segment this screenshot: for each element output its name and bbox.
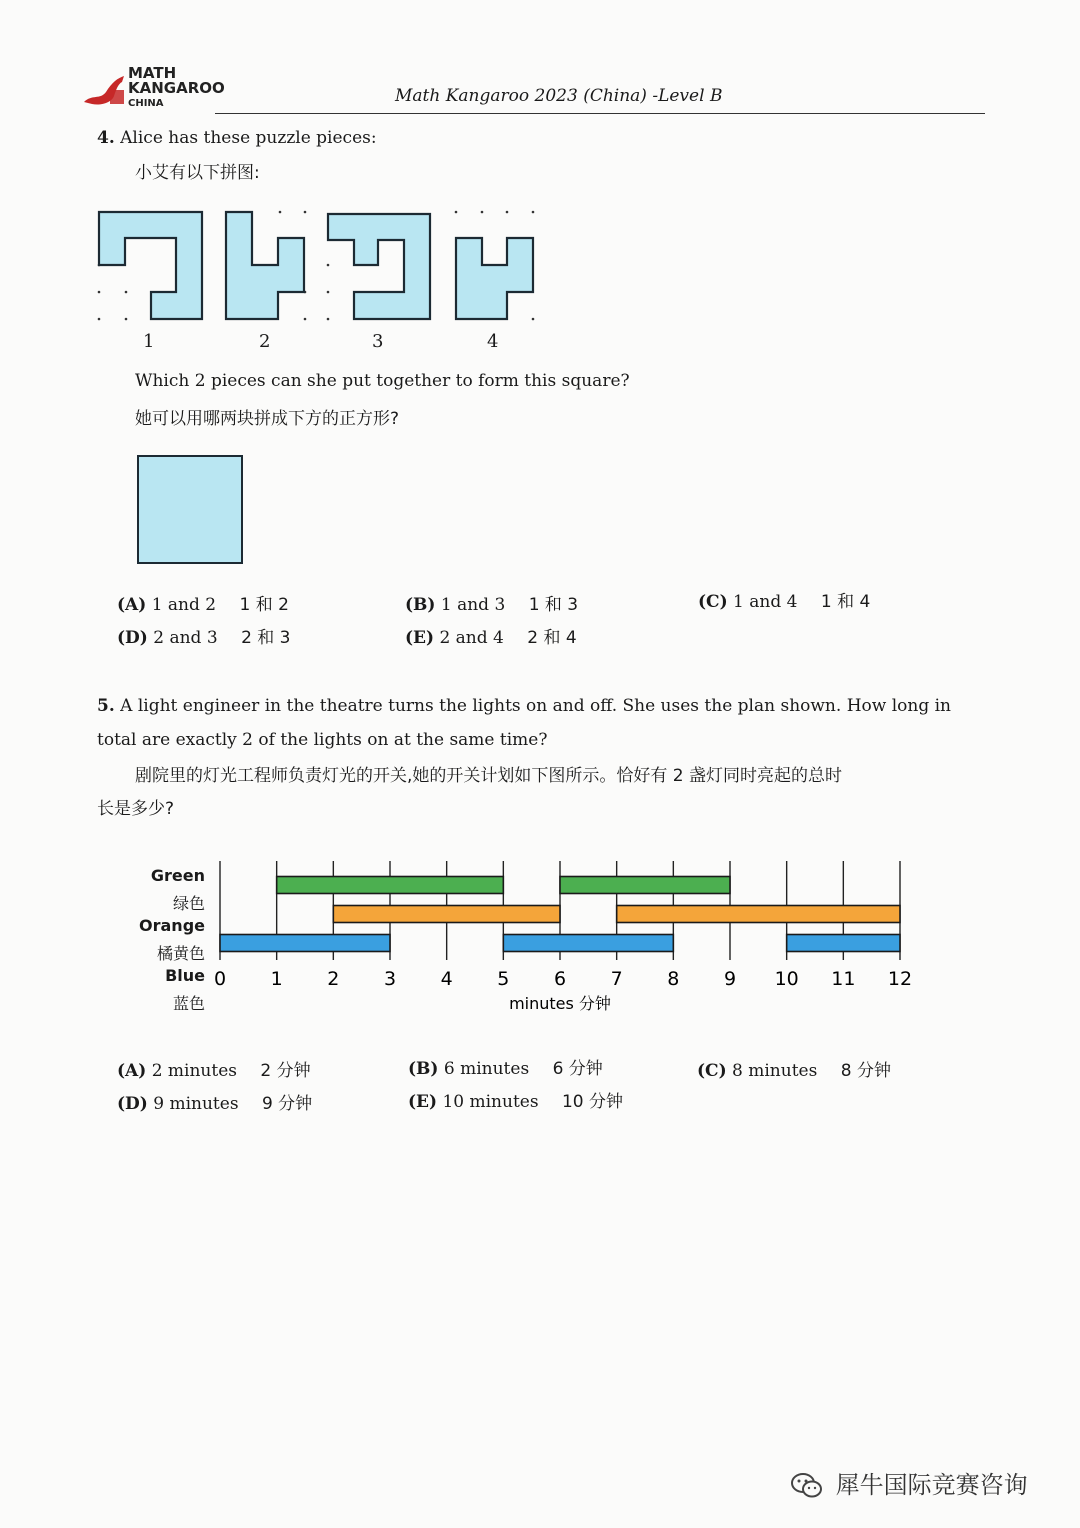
- q5-option-a[interactable]: [117, 1056, 311, 1081]
- page-header-title: Math Kangaroo 2023 (China) -Level B: [395, 86, 723, 106]
- q4-prompt-en: Alice has these puzzle pieces:: [120, 128, 377, 148]
- option-text-en: 1 and 4: [733, 592, 798, 612]
- legend-green-zh: 绿色: [172, 894, 205, 913]
- tick-label: 11: [831, 968, 856, 990]
- option-text-zh: 9 分钟: [261, 1094, 313, 1114]
- logo-line-math: MATH: [128, 64, 177, 82]
- option-letter: (A): [117, 1061, 147, 1081]
- option-letter: (D): [117, 1094, 148, 1114]
- option-text-en: 2 minutes: [151, 1061, 237, 1081]
- watermark: [790, 1465, 1028, 1500]
- q5-text-zh-2: 长是多少?: [97, 799, 175, 819]
- option-letter: (B): [405, 595, 436, 615]
- q5-option-b[interactable]: [408, 1054, 603, 1079]
- option-text-en: 6 minutes: [443, 1059, 530, 1079]
- tick-labels: [214, 968, 912, 990]
- bar-orange-7-12: [617, 906, 900, 923]
- option-text-zh: 6 分钟: [552, 1059, 603, 1079]
- tick-label: 9: [723, 968, 737, 990]
- option-text-en: 10 minutes: [442, 1092, 539, 1112]
- puzzle-piece-2: [226, 212, 304, 319]
- puzzle-piece-1: [99, 212, 202, 319]
- watermark-text: 犀牛国际竞赛咨询: [835, 1471, 1028, 1499]
- bar-blue-0-3: [220, 935, 390, 952]
- q4-option-a[interactable]: [117, 590, 289, 615]
- puzzle-piece-4: [456, 238, 533, 319]
- legend-green: Green: [150, 866, 205, 885]
- q5-text-en-1: A light engineer in the theatre turns the lights on and off. She uses the plan shown. How long in: [120, 696, 951, 716]
- tick-label: 3: [383, 968, 397, 990]
- puzzle-piece-3: [328, 214, 430, 319]
- bar-orange-2-6: [333, 906, 560, 923]
- bar-green-1-5: [277, 877, 504, 894]
- tick-label: 12: [887, 968, 913, 990]
- q4-question-zh: 她可以用哪两块拼成下方的正方形?: [135, 409, 400, 429]
- piece-label-2: 2: [259, 331, 271, 352]
- logo-line-china: CHINA: [128, 98, 164, 109]
- logo-line-kangaroo: KANGAROO: [128, 79, 225, 97]
- option-text-en: 2 and 3: [153, 628, 218, 648]
- q4-prompt-zh: 小艾有以下拼图:: [135, 163, 260, 183]
- option-text-zh: 2 和 3: [241, 628, 291, 648]
- option-text-en: 9 minutes: [153, 1094, 239, 1114]
- option-letter: (B): [408, 1059, 439, 1079]
- option-text-zh: 1 和 3: [528, 595, 579, 615]
- q5-text-en-2: total are exactly 2 of the lights on at the same time?: [97, 730, 548, 750]
- bar-blue-5-8: [503, 935, 673, 952]
- option-letter: (E): [408, 1092, 438, 1112]
- logo-text: [128, 66, 225, 111]
- option-letter: (A): [117, 595, 147, 615]
- option-text-zh: 1 和 2: [239, 595, 289, 615]
- option-text-zh: 2 和 4: [527, 628, 577, 648]
- tick-label: 0: [213, 968, 227, 990]
- x-axis-label: minutes 分钟: [509, 994, 611, 1013]
- tick-label: 2: [327, 968, 340, 990]
- q5-text-line1: [97, 696, 977, 716]
- kangaroo-logo-icon: [78, 64, 130, 110]
- option-text-zh: 1 和 4: [820, 592, 871, 612]
- q5-option-d[interactable]: [117, 1089, 312, 1114]
- tick-label: 10: [774, 968, 799, 990]
- bars: [220, 877, 900, 952]
- tick-label: 4: [440, 968, 453, 990]
- q5-text-zh-1: 剧院里的灯光工程师负责灯光的开关,她的开关计划如下图所示。恰好有 2 盏灯同时亮起的总时: [135, 766, 843, 786]
- header-divider: [215, 113, 985, 114]
- option-text-en: 2 and 4: [439, 628, 504, 648]
- option-letter: (C): [698, 592, 728, 612]
- q5-option-e[interactable]: [408, 1087, 623, 1112]
- tick-label: 1: [270, 968, 283, 990]
- option-text-en: 1 and 2: [151, 595, 217, 615]
- tick-label: 6: [553, 968, 567, 990]
- legend-blue: Blue: [165, 966, 205, 985]
- wechat-icon: [790, 1472, 824, 1500]
- tick-label: 7: [610, 968, 623, 990]
- q4-option-d[interactable]: [117, 623, 291, 648]
- puzzle-pieces: [90, 200, 550, 330]
- option-text-zh: 8 分钟: [840, 1061, 891, 1081]
- option-text-zh: 2 分钟: [260, 1061, 311, 1081]
- piece-label-3: 3: [372, 331, 384, 352]
- math-kangaroo-logo: [78, 64, 228, 114]
- q4-option-c[interactable]: [698, 587, 870, 612]
- q4-question-en: Which 2 pieces can she put together to form this square?: [135, 371, 630, 391]
- q4-prompt: [97, 128, 377, 148]
- legend-orange-zh: 橘黄色: [156, 944, 205, 963]
- q4-option-b[interactable]: [405, 590, 578, 615]
- option-text-en: 1 and 3: [440, 595, 506, 615]
- tick-label: 8: [667, 968, 680, 990]
- q4-number: 4.: [97, 128, 115, 148]
- option-letter: (D): [117, 628, 148, 648]
- light-plan-chart: [200, 855, 920, 1025]
- tick-label: 5: [497, 968, 510, 990]
- option-letter: (E): [405, 628, 435, 648]
- target-square: [137, 455, 243, 564]
- piece-label-4: 4: [487, 331, 499, 352]
- legend-blue-zh: 蓝色: [172, 994, 205, 1013]
- bar-green-6-9: [560, 877, 730, 894]
- bar-blue-10-12: [787, 935, 900, 952]
- q5-option-c[interactable]: [697, 1056, 891, 1081]
- option-text-zh: 10 分钟: [561, 1092, 624, 1112]
- legend-orange: Orange: [139, 916, 205, 935]
- piece-label-1: 1: [143, 331, 155, 352]
- option-letter: (C): [697, 1061, 727, 1081]
- q5-number: 5.: [97, 696, 115, 716]
- q4-option-e[interactable]: [405, 623, 577, 648]
- option-text-en: 8 minutes: [732, 1061, 818, 1081]
